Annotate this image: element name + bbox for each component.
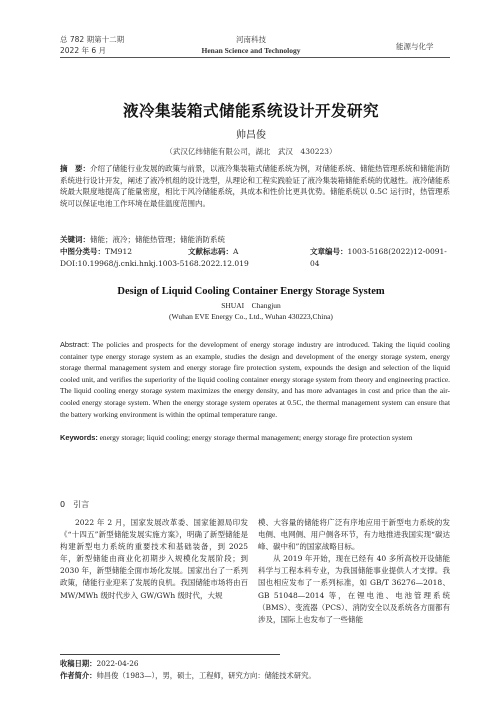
abstract-cn (60, 163, 450, 209)
keywords-en-text: energy storage; liquid cooling; energy storage thermal management; energy storage fire protection system (97, 433, 413, 442)
keywords-cn (60, 234, 450, 246)
keywords-cn-label: 关键词： (60, 235, 90, 244)
author-cn: 帅昌俊 (236, 130, 266, 141)
author-bio-text: 帅昌俊（1983—），男，硕士，工程师，研究方向：储能技术研究。 (96, 671, 316, 680)
clc-label: 中图分类号： (60, 247, 105, 256)
doi: DOI:10.19968/j.cnki.hnkj.1003-5168.2022.12.019 (60, 259, 249, 268)
section-label: 能源与化学 (396, 42, 434, 51)
issue-date: 2022 年 6 月 (60, 46, 107, 55)
title-en: Design of Liquid Cooling Container Energy Storage System (117, 286, 385, 297)
abstract-en-label: Abstract: (60, 340, 90, 349)
abstract-en (60, 339, 450, 420)
body-column-left (60, 517, 248, 602)
keywords-cn-text: 储能；液冷；储能热管理；储能消防系统 (90, 235, 225, 244)
affiliation-en: (Wuhan EVE Energy Co., Ltd., Wuhan 430223,China) (169, 312, 333, 321)
abstract-cn-label: 摘 要： (60, 164, 90, 173)
keywords-en-label: Keywords: (60, 433, 98, 442)
footnote-rule (60, 654, 280, 655)
abstract-cn-text: 介绍了储能行业发展的政策与前景，以液冷集装箱式储能系统为例，对储能系统、储能热管理系统和储能消防系统进行设计开发，阐述了液冷机组的设计选型，从理论和工程实践验证了液冷集装箱储能系统的优越性。液冷储能系统最大限度地提高了能量密度，相比于风冷储能系统，具成本和性价比更具优势。储能系统以 0.5C 运行时，热管理系统可以保证电池工作环境在最佳温度范围内。 (60, 164, 450, 208)
journal-name-en: Henan Science and Technology (201, 46, 301, 55)
author-bio-label: 作者简介： (60, 671, 97, 680)
doc-code-label: 文献标志码： (188, 247, 233, 256)
received-label: 收稿日期： (60, 659, 97, 668)
article-number-value: 1003-5168(2022)12-0091-04 (310, 247, 447, 268)
journal-name-cn: 河南科技 (236, 35, 266, 44)
intro-paragraph-2: 从 2019 年开始，现在已经有 40 多所高校开设储能科学与工程本科专业，为我国储能事业提供人才支撑。我国也相应发布了一系列标准，如 GB/T 36276—2018、GB 51048—2014 等，在锂电池、电池管理系统（BMS）、变流器（PCS）、消防安全以及系统各方面都有涉及，国际上也发布了一些储能 (258, 554, 450, 624)
received-date (60, 658, 450, 670)
received-value: 2022-04-26 (96, 659, 139, 668)
author-bio (60, 670, 450, 682)
keywords-en (60, 432, 450, 444)
header-rule (60, 57, 450, 58)
article-number-label: 文章编号： (310, 247, 348, 256)
intro-paragraph-1: 2022 年 2 月，国家发展改革委、国家能源局印发《“十四五”新型储能发展实施方案》，明确了新型储能是构建新型电力系统的重要技术和基础装备，到 2025 年，新型储能由商业化初期步入规模化发展阶段；到 2030 年，新型储能全面市场化发展。国家出台了一系列政策，储能行业迎来了发展的良机。我国储能市场将由百 MW/MWh 级时代步入 GW/GWh 级时代，大规 (60, 518, 248, 600)
author-en: SHUAI Changjun (221, 301, 281, 310)
affiliation-cn: （武汉亿纬储能有限公司，湖北 武汉 430223） (165, 147, 337, 156)
issue-number: 总 782 期第十二期 (60, 35, 125, 44)
title-cn: 液冷集装箱式储能系统设计开发研究 (122, 102, 379, 120)
body-column-right (258, 517, 450, 626)
clc-value: TM912 (105, 247, 132, 256)
doc-code-value: A (233, 247, 239, 256)
abstract-en-text: The policies and prospects for the development of energy storage industry are introduced. Taking the liquid cooling container type energy storage system as an example, studies the design and development of the energy storage system, energy storage thermal management system and energy storage fire protection system, expounds the design and selection of the liquid cooled unit, and verifies the superiority of the liquid cooling container energy storage system from theory and engineering practice. The liquid cooling energy storage system maximizes the energy density, and has more advantages in cost and price than the air-cooled energy storage system. When the energy storage system operates at 0.5C, the thermal management system can ensure that the battery working environment is within the optimal temperature range. (60, 340, 450, 419)
section-heading-intro: 0 引言 (60, 500, 90, 509)
intro-paragraph-1-cont: 模、大容量的储能将广泛有序地应用于新型电力系统的发电侧、电网侧、用户侧各环节，有力地推进我国实现“碳达峰、碳中和”的国家战略目标。 (258, 518, 450, 552)
